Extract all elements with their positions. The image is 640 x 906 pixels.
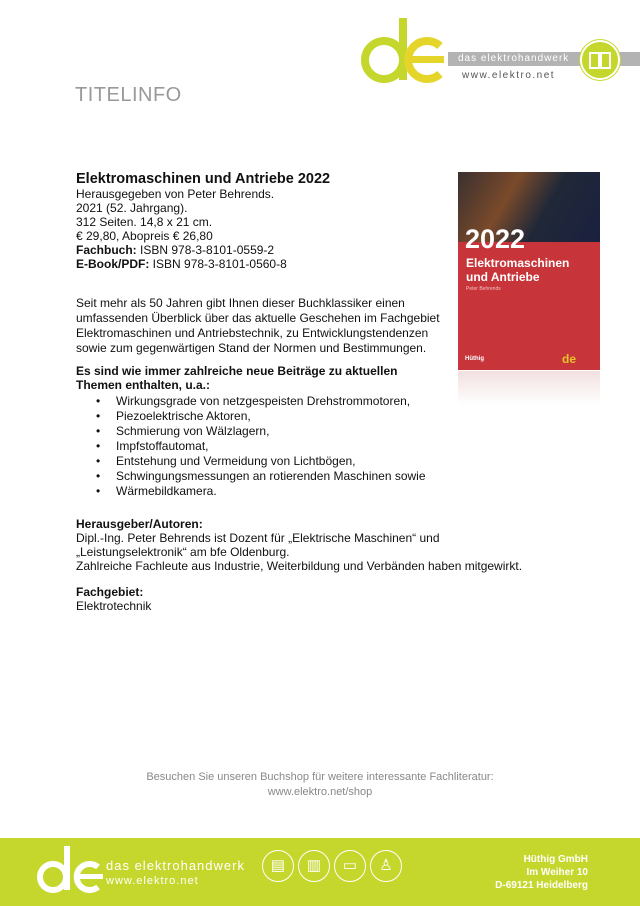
topics-heading: Es sind wie immer zahlreiche neue Beiträge zu aktuellen Themen enthalten, u.a.: xyxy=(76,364,398,392)
isbn-value: ISBN 978-3-8101-0560-8 xyxy=(149,257,287,271)
brand-name-bar: das elektrohandwerk xyxy=(448,52,640,66)
footer-url: www.elektro.net xyxy=(106,875,199,887)
field-section xyxy=(76,585,151,613)
book-editor: Herausgegeben von Peter Behrends. xyxy=(76,187,275,201)
book-year: 2021 (52. Jahrgang). xyxy=(76,201,188,215)
footer xyxy=(0,838,640,906)
cover-reflection xyxy=(458,371,600,405)
authors-text: Zahlreiche Fachleute aus Industrie, Weiterbildung und Verbänden haben mitgewirkt. xyxy=(76,559,523,573)
magazine-icon: ▤ xyxy=(262,850,294,882)
shop-note: Besuchen Sie unseren Buchshop für weitere interessante Fachliteratur: xyxy=(146,771,494,783)
list-item: • Piezoelektrische Aktoren, xyxy=(76,409,446,424)
list-item: • Entstehung und Vermeidung von Lichtbögen, xyxy=(76,454,446,469)
list-item: • Wirkungsgrade von netzgespeisten Drehstrommotoren, xyxy=(76,394,446,409)
authors-heading: Herausgeber/Autoren: xyxy=(76,517,203,531)
company-city: D-69121 Heidelberg xyxy=(495,880,588,891)
publisher-address xyxy=(495,853,588,892)
description: Seit mehr als 50 Jahren gibt Ihnen dieser Buchklassiker einen umfassenden Überblick über das aktuelle Geschehen im Fachgebiet Elektromaschinen und Antriebstechnik, zu Entwicklungstendenzen sowie zum gegenwärtigen Stand der Normen und Bestimmungen. xyxy=(76,296,440,355)
authors-text: Dipl.-Ing. Peter Behrends ist Dozent für „Elektrische Maschinen“ und xyxy=(76,531,440,545)
isbn-label: Fachbuch: xyxy=(76,243,137,257)
list-item: • Schwingungsmessungen an rotierenden Maschinen sowie xyxy=(76,469,446,484)
cover-publisher: Hüthig xyxy=(465,356,484,362)
book-isbn-ebook xyxy=(76,257,330,271)
company-street: Im Weiher 10 xyxy=(526,867,588,878)
cover-subtitle: Peter Behrends xyxy=(466,286,501,292)
seminar-icon: ♙ xyxy=(370,850,402,882)
field-value: Elektrotechnik xyxy=(76,599,152,613)
isbn-label: E-Book/PDF: xyxy=(76,257,150,271)
authors-text: „Leistungselektronik“ am bfe Oldenburg. xyxy=(76,545,290,559)
list-item: • Impfstoffautomat, xyxy=(76,439,446,454)
book-pages: 312 Seiten. 14,8 x 21 cm. xyxy=(76,215,213,229)
company-name: Hüthig GmbH xyxy=(523,854,588,865)
book-cover xyxy=(458,172,600,370)
book-isbn-print xyxy=(76,243,330,257)
cover-year: 2022 xyxy=(465,224,526,254)
shop-link[interactable]: www.elektro.net/shop xyxy=(267,786,373,798)
isbn-value: ISBN 978-3-8101-0559-2 xyxy=(136,243,275,257)
book-info xyxy=(76,171,330,271)
topics-list xyxy=(76,394,446,499)
computer-icon: ▭ xyxy=(334,850,366,882)
section-title: TITELINFO xyxy=(75,84,182,106)
field-heading: Fachgebiet: xyxy=(76,585,144,599)
book-price: € 29,80, Abopreis € 26,80 xyxy=(76,229,213,243)
brand-url: www.elektro.net xyxy=(462,70,556,81)
book-icon xyxy=(580,40,620,80)
list-item: • Wärmebildkamera. xyxy=(76,484,446,499)
de-logo-icon xyxy=(36,844,106,894)
de-logo-icon xyxy=(360,16,450,86)
cover-title-line: und Antriebe xyxy=(466,270,540,284)
list-item: • Schmierung von Wälzlagern, xyxy=(76,424,446,439)
authors-section xyxy=(76,517,522,573)
topics-section xyxy=(76,364,446,499)
book-title: Elektromaschinen und Antriebe 2022 xyxy=(76,171,331,187)
book-icon: ▥ xyxy=(298,850,330,882)
cover-brand-logo: de xyxy=(562,352,577,366)
cover-title-line: Elektromaschinen xyxy=(466,256,570,270)
footer-brand: das elektrohandwerk xyxy=(106,858,245,873)
cover-title xyxy=(466,256,569,284)
